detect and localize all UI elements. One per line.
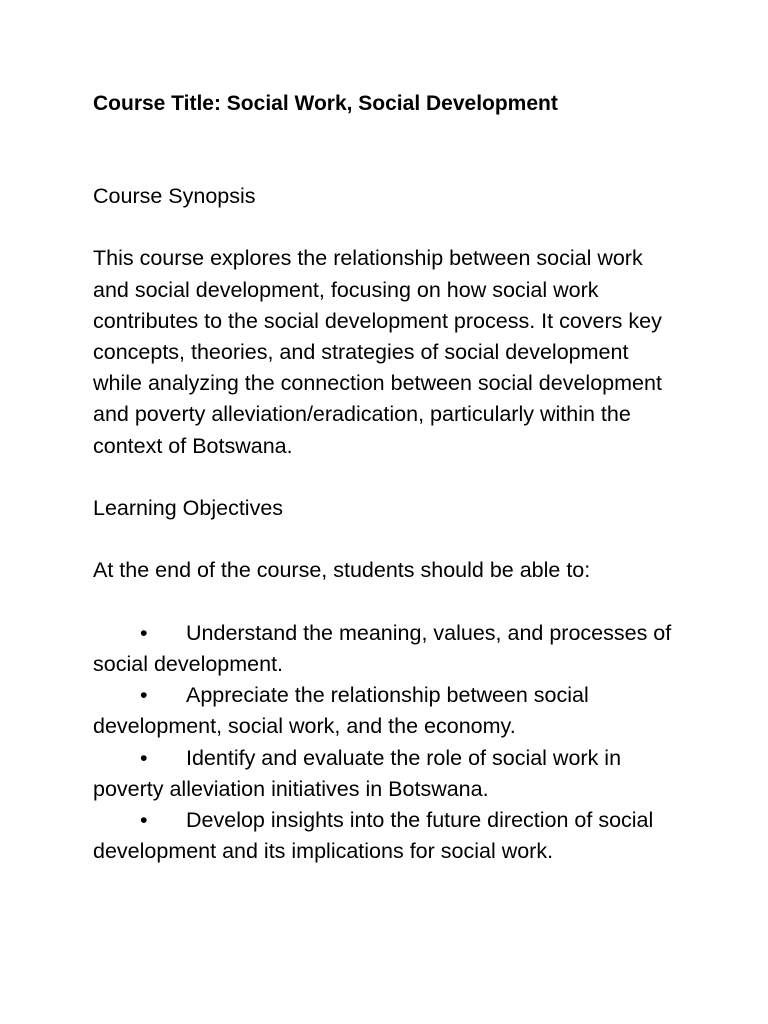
course-title: Course Title: Social Work, Social Development (93, 92, 558, 115)
objective-text: Understand the meaning, values, and processes of social development. (93, 620, 672, 676)
objective-text: Identify and evaluate the role of social work in poverty alleviation initiatives in Botswana. (93, 745, 622, 801)
bullet-icon: • (140, 620, 148, 645)
list-item (93, 680, 683, 742)
list-item (93, 805, 683, 867)
document-content (93, 88, 683, 867)
synopsis-text: This course explores the relationship between social work and social development, focusing on how social work contributes to the social development process. It covers key concepts, theories, and strategies of social development while analyzing the connection between social development and poverty alleviation/eradication, particularly within the context of Botswana. (93, 246, 662, 458)
list-item (93, 743, 683, 805)
synopsis-heading: Course Synopsis (93, 184, 256, 208)
objectives-heading: Learning Objectives (93, 496, 284, 520)
bullet-icon: • (140, 683, 148, 708)
bullet-icon: • (140, 745, 148, 770)
objective-text: Develop insights into the future direction of social development and its implications for social work. (93, 808, 654, 864)
list-item (93, 618, 683, 680)
bullet-icon: • (140, 808, 148, 832)
objectives-intro: At the end of the course, students should be able to: (93, 558, 591, 583)
objective-text: Appreciate the relationship between social development, social work, and the economy. (93, 683, 589, 739)
objectives-list (93, 618, 683, 868)
